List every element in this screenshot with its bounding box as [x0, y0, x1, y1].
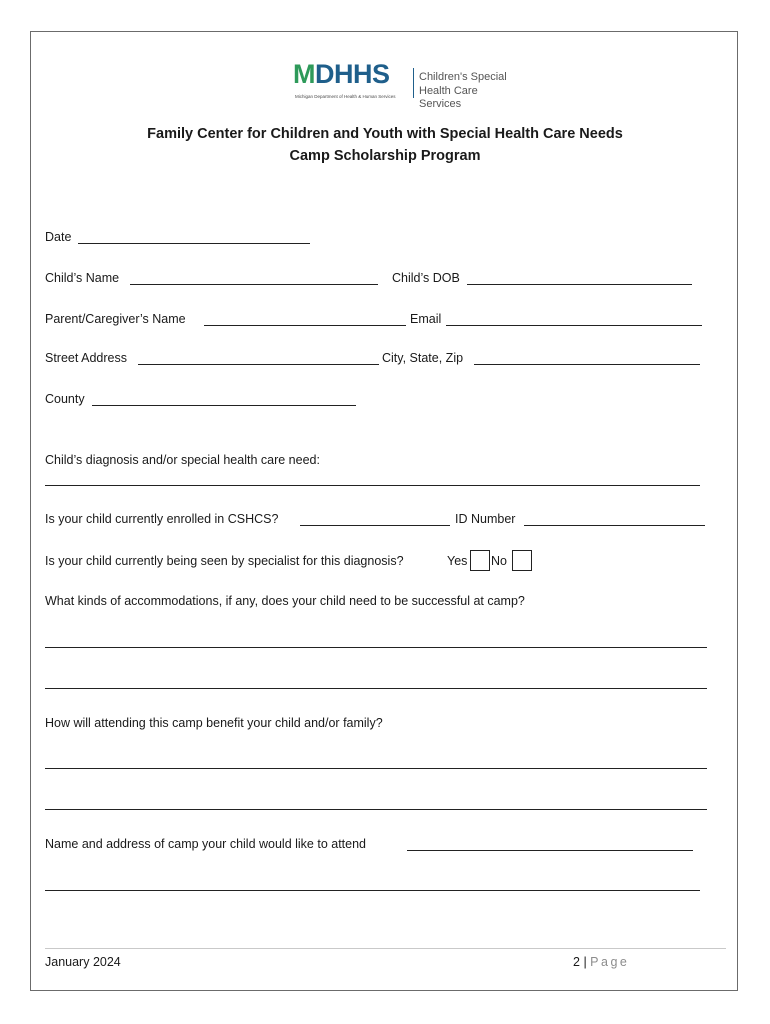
specialist-label: Is your child currently being seen by specialist for this diagnosis?: [45, 554, 404, 568]
email-field[interactable]: [446, 325, 702, 326]
child-name-field[interactable]: [130, 284, 378, 285]
diagnosis-field[interactable]: [45, 485, 700, 486]
benefit-field-2[interactable]: [45, 809, 707, 810]
yes-checkbox[interactable]: [470, 550, 490, 571]
page-separator: |: [583, 955, 587, 969]
yes-label: Yes: [447, 554, 468, 568]
city-state-zip-label: City, State, Zip: [382, 351, 464, 365]
child-dob-field[interactable]: [467, 284, 692, 285]
accommodations-field-2[interactable]: [45, 688, 707, 689]
benefit-label: How will attending this camp benefit your child and/or family?: [45, 716, 383, 730]
page-word: Page: [590, 955, 630, 969]
email-label: Email: [410, 312, 442, 326]
no-label: No: [491, 554, 507, 568]
diagnosis-label: Child’s diagnosis and/or special health care need:: [45, 453, 320, 467]
footer-divider: [45, 948, 726, 949]
benefit-field-1[interactable]: [45, 768, 707, 769]
page-number: 2: [573, 955, 580, 969]
logo-brand-text: DHHS: [315, 59, 390, 89]
logo-divider: [413, 68, 414, 98]
county-label: County: [45, 392, 85, 406]
parent-name-field[interactable]: [204, 325, 406, 326]
camp-name-address-label: Name and address of camp your child would like to attend: [45, 837, 367, 851]
logo-subtitle-line1: Children's Special: [419, 71, 507, 83]
mdhhs-logo: [293, 53, 513, 110]
cshcs-enrolled-label: Is your child currently enrolled in CSHCS?: [45, 512, 279, 526]
michigan-mark-icon: M: [293, 59, 315, 89]
camp-name-address-field-2[interactable]: [45, 890, 700, 891]
parent-name-label: Parent/Caregiver’s Name: [45, 312, 186, 326]
city-state-zip-field[interactable]: [474, 364, 700, 365]
county-field[interactable]: [92, 405, 356, 406]
camp-name-address-field-1[interactable]: [407, 850, 693, 851]
logo-brand: [293, 59, 390, 90]
cshcs-enrolled-field[interactable]: [300, 525, 450, 526]
date-label: Date: [45, 230, 72, 244]
accommodations-label: What kinds of accommodations, if any, does your child need to be successful at camp?: [45, 594, 525, 608]
footer-date: January 2024: [45, 955, 121, 969]
child-name-label: Child’s Name: [45, 271, 120, 285]
page-number-footer: [573, 954, 629, 970]
child-dob-label: Child’s DOB: [392, 271, 460, 285]
page-subtitle: Camp Scholarship Program: [289, 148, 481, 164]
accommodations-field-1[interactable]: [45, 647, 707, 648]
logo-tagline: Michigan Department of Health & Human Services: [295, 94, 396, 99]
page-title: Family Center for Children and Youth with Special Health Care Needs: [147, 126, 623, 142]
no-checkbox[interactable]: [512, 550, 532, 571]
street-address-label: Street Address: [45, 351, 127, 365]
id-number-field[interactable]: [524, 525, 705, 526]
street-address-field[interactable]: [138, 364, 379, 365]
date-field[interactable]: [78, 243, 310, 244]
id-number-label: ID Number: [455, 512, 516, 526]
logo-subtitle-line2: Health Care Services: [419, 85, 478, 110]
